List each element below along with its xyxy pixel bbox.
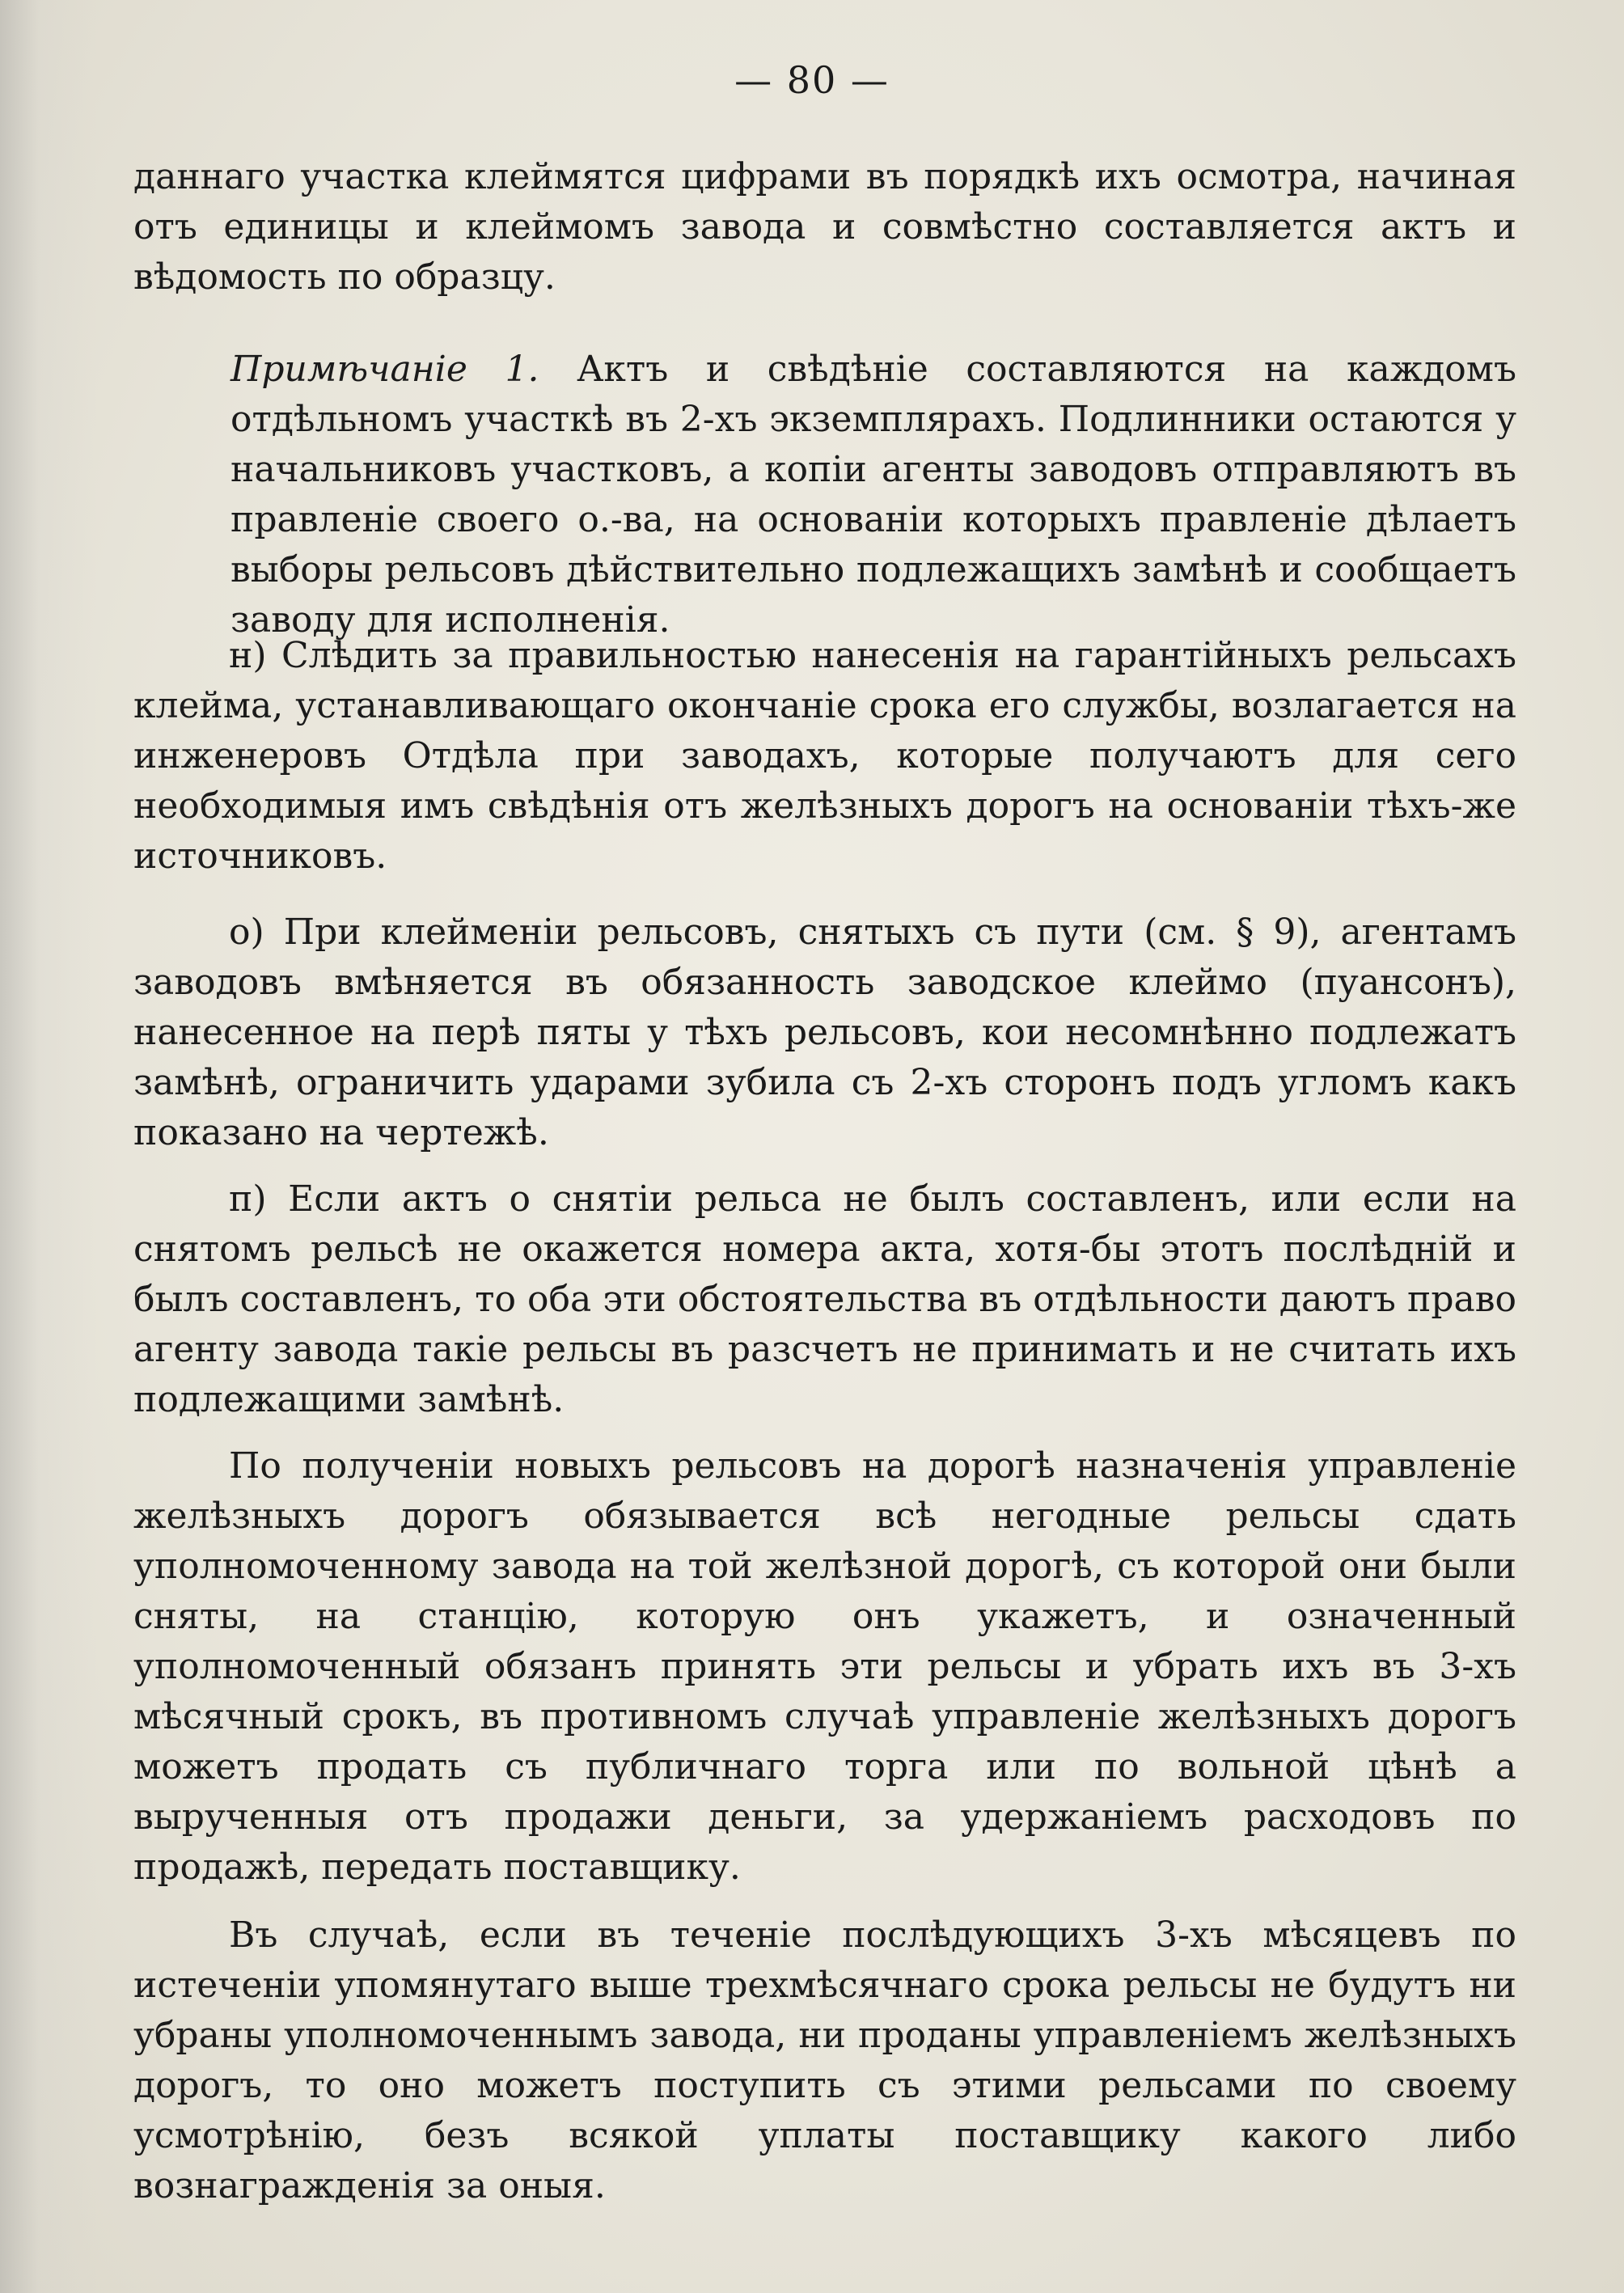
page-edge-shadow — [0, 0, 97, 2293]
paragraph-text: п) Если актъ о снятіи рельса не былъ составленъ, или если на снятомъ рельсѣ не окажется номера акта, хотя-бы этотъ послѣдній и былъ составленъ, то оба эти обстоятельства въ отдѣльности даютъ право агенту завода такіе рельсы въ разсчетъ не принимать и не считать ихъ подлежащими замѣнѣ. — [133, 1178, 1516, 1420]
paragraph-p — [133, 1174, 1516, 1425]
paragraph-text: н) Слѣдить за правильностью нанесенія на гарантійныхъ рельсахъ клейма, устанавливающаго окончаніе срока его службы, возлагается на инженеровъ Отдѣла при заводахъ, которые получаютъ для сего необходимыя имъ свѣдѣнія отъ желѣзныхъ дорогъ на основаніи тѣхъ-же источниковъ. — [133, 635, 1516, 877]
note-text — [230, 345, 1516, 645]
note-label: Примѣчаніе 1. — [230, 349, 539, 390]
paragraph-continuation — [133, 152, 1516, 302]
paragraph-text: о) При клейменіи рельсовъ, снятыхъ съ пути (см. § 9), агентамъ заводовъ вмѣняется въ обязанность заводское клеймо (пуансонъ), нанесенное на перѣ пяты у тѣхъ рельсовъ, кои несомнѣнно подлежатъ замѣнѣ, ограничить ударами зубила съ 2-хъ сторонъ подъ угломъ какъ показано на чертежѣ. — [133, 912, 1516, 1153]
paragraph-receipt — [133, 1441, 1516, 1893]
paragraph-text: даннаго участка клеймятся цифрами въ порядкѣ ихъ осмотра, начиная отъ единицы и клеймомъ завода и совмѣстно составляется актъ и вѣдомость по образцу. — [133, 156, 1516, 298]
paragraph-text: Въ случаѣ, если въ теченіе послѣдующихъ 3-хъ мѣсяцевъ по истеченіи упомянутаго выше трехмѣсячнаго срока рельсы не будутъ ни убраны уполномоченнымъ завода, ни проданы управленіемъ желѣзныхъ дорогъ, то оно можетъ поступить съ этими рельсами по своему усмотрѣнію, безъ всякой уплаты поставщику какого либо вознагражденія за оныя. — [133, 1914, 1516, 2206]
note-paragraph — [230, 309, 1516, 681]
paragraph-case — [133, 1910, 1516, 2211]
paragraph-text: По полученіи новыхъ рельсовъ на дорогѣ назначенія управленіе желѣзныхъ дорогъ обязывается всѣ негодные рельсы сдать уполномоченному завода на той желѣзной дорогѣ, съ которой они были сняты, на станцію, которую онъ укажетъ, и означенный уполномоченный обязанъ принять эти рельсы и убрать ихъ въ 3-хъ мѣсячный срокъ, въ противномъ случаѣ управленіе желѣзныхъ дорогъ можетъ продать съ публичнаго торга или по вольной цѣнѣ а вырученныя отъ продажи деньги, за удержаніемъ расходовъ по продажѣ, передать поставщику. — [133, 1445, 1516, 1888]
paragraph-n — [133, 631, 1516, 882]
page-number: — 80 — — [734, 58, 890, 102]
paragraph-o — [133, 907, 1516, 1158]
note-body: Актъ и свѣдѣніе составляются на каждомъ отдѣльномъ участкѣ въ 2-хъ экземплярахъ. Подлинники остаются у начальниковъ участковъ, а копіи агенты заводовъ отправляютъ въ правленіе своего о.-ва, на основаніи которыхъ правленіе дѣлаетъ выборы рельсовъ дѣйствительно подлежащихъ замѣнѣ и сообщаетъ заводу для исполненія. — [230, 349, 1517, 641]
